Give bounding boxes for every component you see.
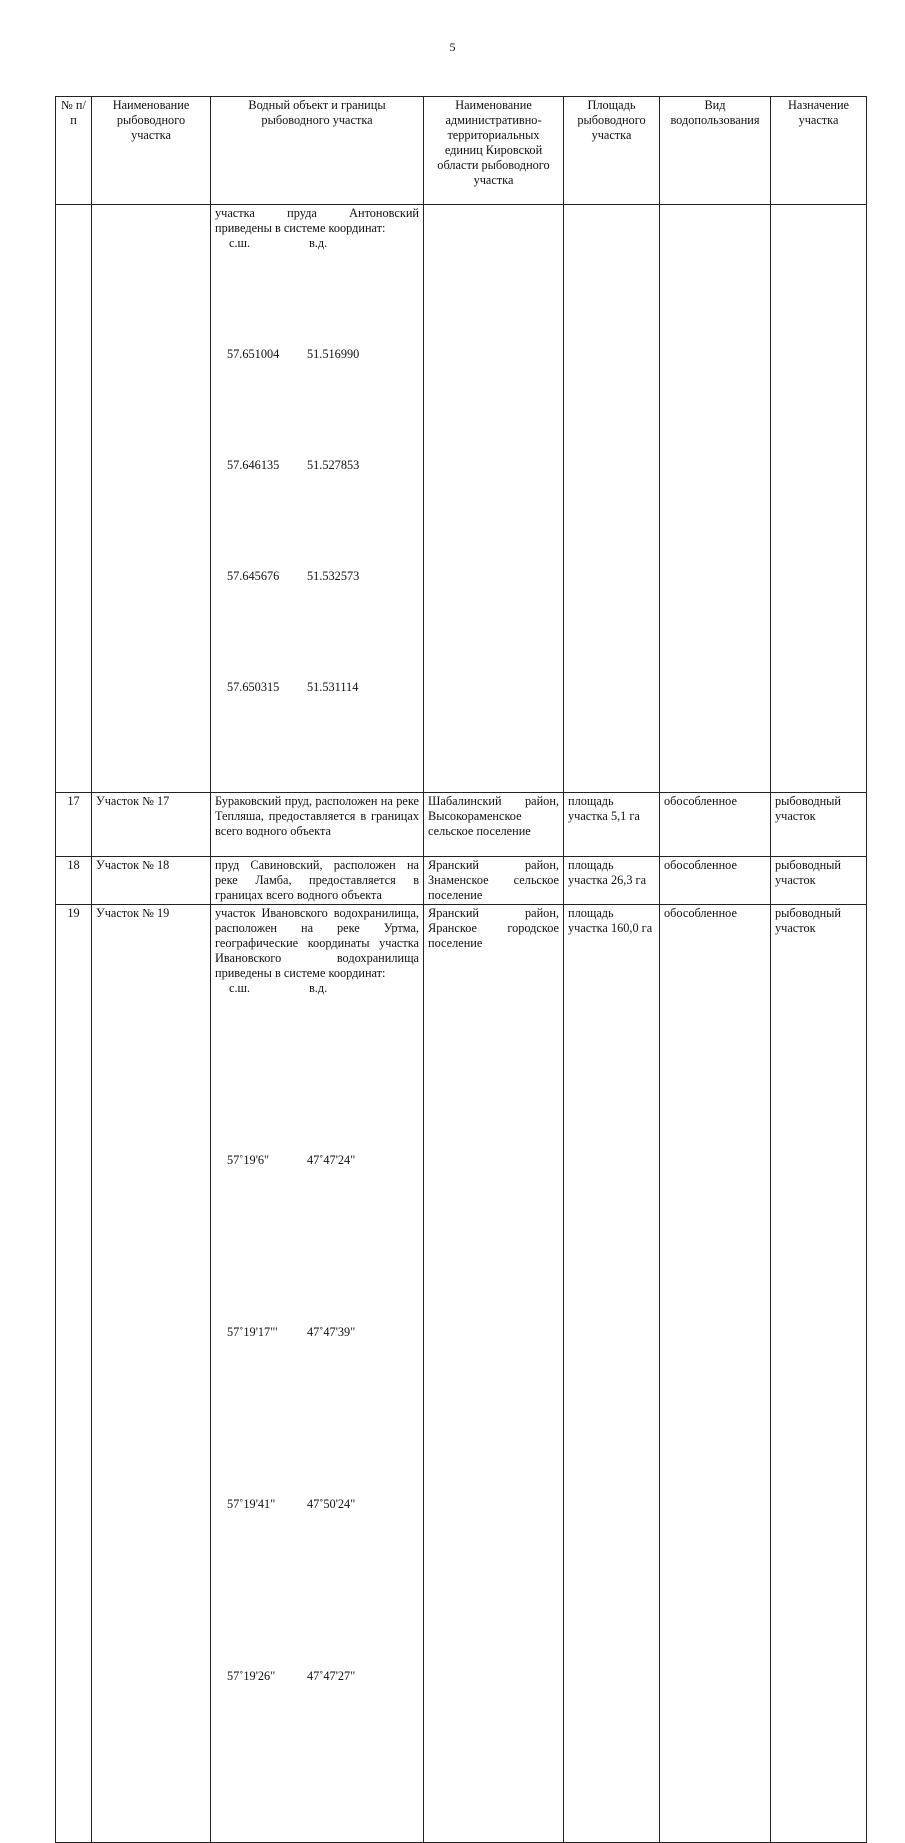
- cell-admin: Яранский район, Знаменское сельское поселение: [424, 857, 564, 905]
- table-header-row: [56, 97, 867, 205]
- cell-area: [564, 205, 660, 793]
- coord-lon: 51.516990: [307, 347, 360, 361]
- cell-purpose: рыбоводный участок: [771, 793, 867, 857]
- header-admin-units: Наименование административно-территориальных единиц Кировской области рыбоводного участка: [424, 97, 564, 205]
- cell-use: обособленное: [660, 905, 771, 1843]
- coord-lat: 57.646135: [227, 458, 280, 472]
- cell-admin: [424, 205, 564, 793]
- header-water-use-type: Вид водопользования: [660, 97, 771, 205]
- coordinates-table: [227, 981, 355, 1841]
- table-row: [56, 905, 867, 1843]
- cell-number: [56, 205, 92, 793]
- cell-purpose: рыбоводный участок: [771, 905, 867, 1843]
- coord-lon: 51.532573: [307, 569, 360, 583]
- cell-number: 19: [56, 905, 92, 1843]
- coord-lat: 57˚19'26": [227, 1669, 276, 1683]
- cell-area: площадь участка 26,3 га: [564, 857, 660, 905]
- cell-purpose: рыбоводный участок: [771, 857, 867, 905]
- coord-lat: 57.645676: [227, 569, 280, 583]
- water-body-text: участок Ивановского водохранилища, расположен на реке Уртма, географические координаты участка Ивановского водохранилища приведены в системе координат:: [215, 906, 419, 980]
- fish-farming-sites-table: [55, 96, 867, 1843]
- cell-water-body: [211, 205, 424, 793]
- coordinates-table: [227, 236, 359, 791]
- coord-lon: 47˚47'39": [307, 1325, 356, 1339]
- cell-number: 17: [56, 793, 92, 857]
- cell-area: площадь участка 5,1 га: [564, 793, 660, 857]
- coord-lat: 57.651004: [227, 347, 280, 361]
- cell-number: 18: [56, 857, 92, 905]
- page-number: 5: [449, 40, 456, 54]
- cell-admin: Яранский район, Яранское городское поселение: [424, 905, 564, 1843]
- cell-site-name: Участок № 19: [92, 905, 211, 1843]
- coord-lon: 47˚47'24": [307, 1153, 356, 1167]
- coord-lat: 57.650315: [227, 680, 280, 694]
- lat-label: с.ш.: [229, 981, 251, 995]
- header-number: № п/п: [56, 97, 92, 205]
- header-site-name: Наименование рыбоводного участка: [92, 97, 211, 205]
- coord-lon: 51.527853: [307, 458, 360, 472]
- cell-use: обособленное: [660, 857, 771, 905]
- table-row: [56, 857, 867, 905]
- lon-label: в.д.: [309, 981, 328, 995]
- cell-water-body: [211, 905, 424, 1843]
- cell-site-name: Участок № 18: [92, 857, 211, 905]
- cell-admin: Шабалинский район, Высокораменское сельское поселение: [424, 793, 564, 857]
- header-area: Площадь рыбоводного участка: [564, 97, 660, 205]
- table-row: [56, 793, 867, 857]
- table-row-continuation: [56, 205, 867, 793]
- header-water-body: Водный объект и границы рыбоводного участка: [211, 97, 424, 205]
- coord-lon: 47˚50'24": [307, 1497, 356, 1511]
- cell-site-name: Участок № 17: [92, 793, 211, 857]
- header-purpose: Назначение участка: [771, 97, 867, 205]
- cell-purpose: [771, 205, 867, 793]
- coord-lon: 47˚47'27": [307, 1669, 356, 1683]
- cell-use: обособленное: [660, 793, 771, 857]
- lon-label: в.д.: [309, 236, 328, 250]
- cell-site-name: [92, 205, 211, 793]
- coord-lat: 57˚19'41": [227, 1497, 276, 1511]
- cell-area: площадь участка 160,0 га: [564, 905, 660, 1843]
- coord-lon: 51.531114: [307, 680, 359, 694]
- cell-water-body: Бураковский пруд, расположен на реке Тепляша, предоставляется в границах всего водного объекта: [211, 793, 424, 857]
- coord-lat: 57˚19'6": [227, 1153, 270, 1167]
- cell-water-body: пруд Савиновский, расположен на реке Ламба, предоставляется в границах всего водного объекта: [211, 857, 424, 905]
- water-body-text: участка пруда Антоновский приведены в системе координат:: [215, 206, 419, 235]
- coord-lat: 57˚19'17"': [227, 1325, 278, 1339]
- cell-use: [660, 205, 771, 793]
- lat-label: с.ш.: [229, 236, 251, 250]
